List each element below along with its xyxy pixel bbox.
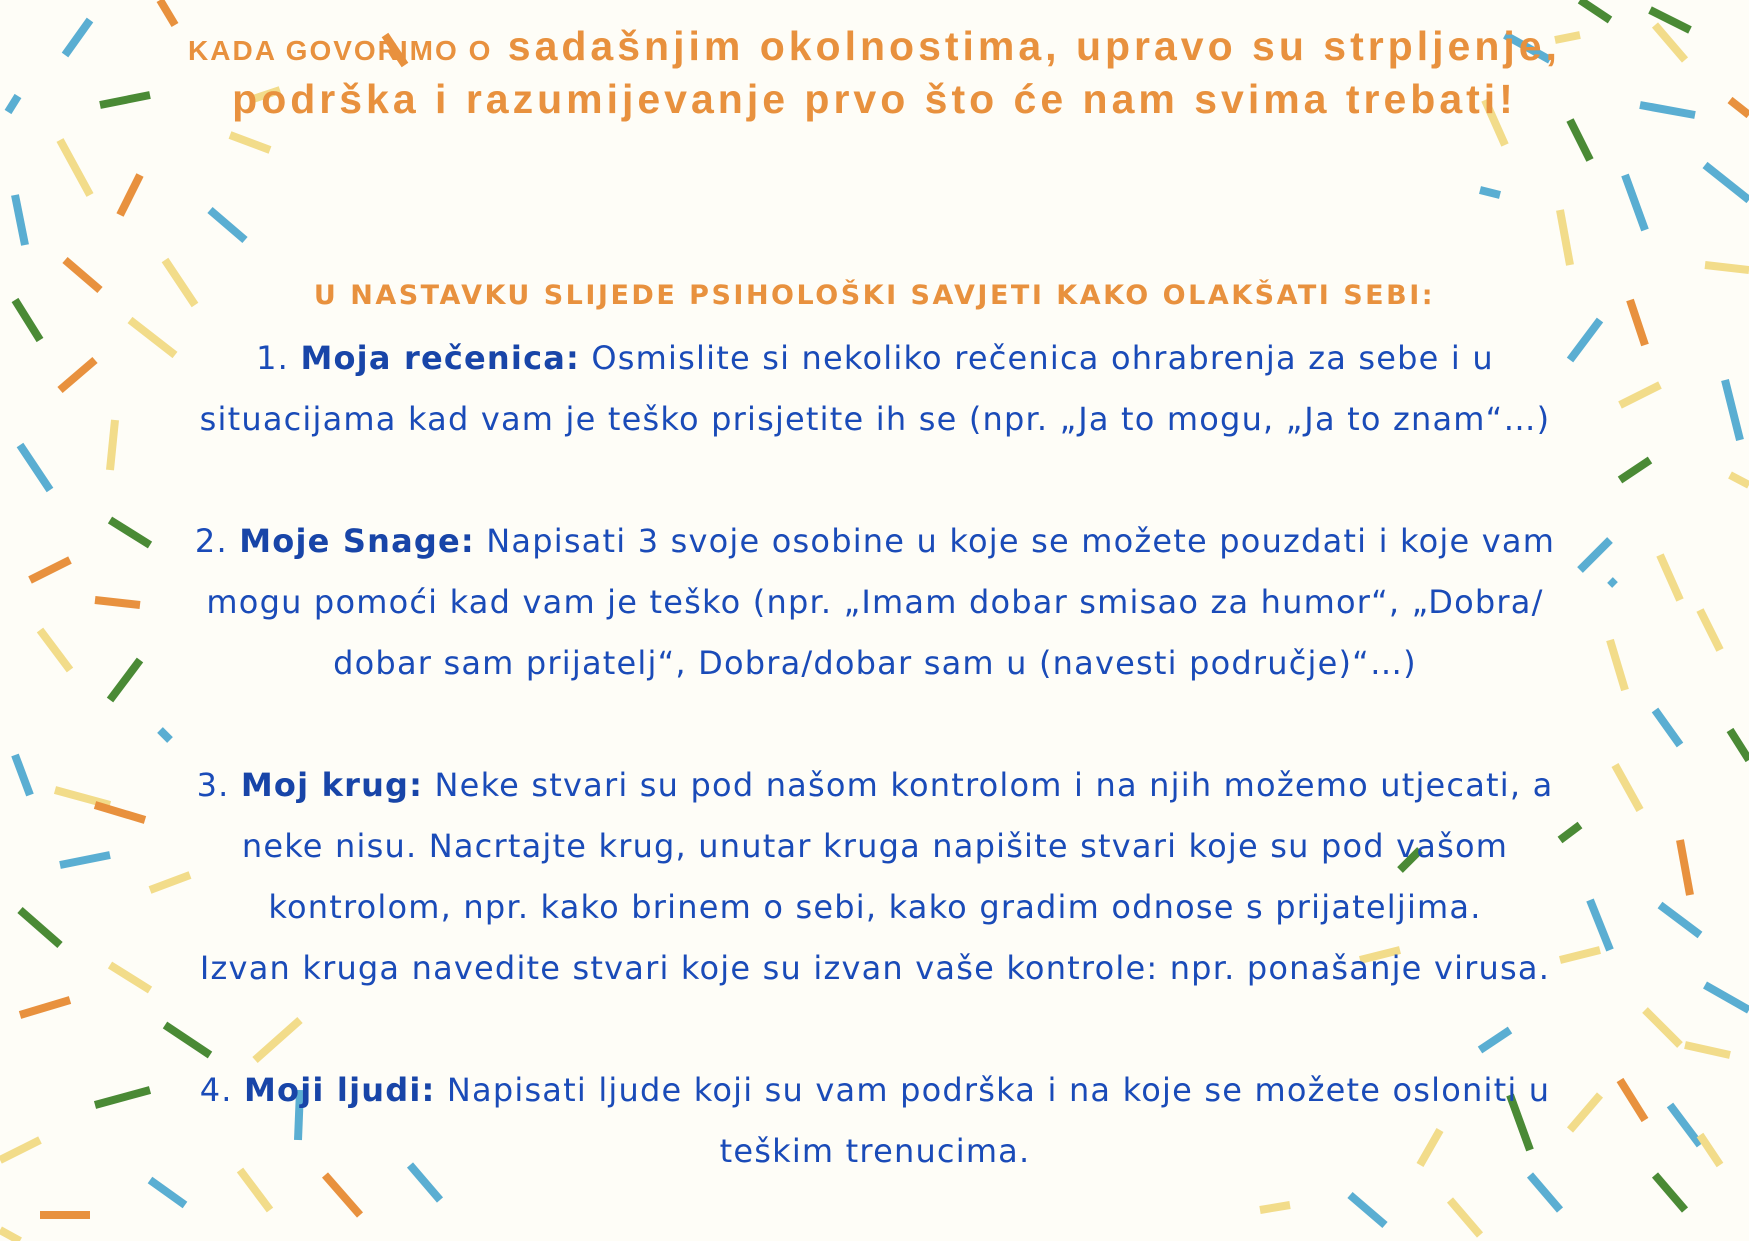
tip-2 bbox=[175, 511, 1575, 694]
tip-heading: Moje Snage: bbox=[239, 522, 475, 560]
tip-1 bbox=[175, 328, 1575, 450]
tip-body: Osmislite si nekoliko rečenica ohrabrenja za sebe i u situacijama kad vam je teško prisjetite ih se (npr. „Ja to mogu, „Ja to znam“…) bbox=[199, 339, 1551, 438]
tip-body: Napisati 3 svoje osobine u koje se možete pouzdati i koje vam mogu pomoći kad vam je teško (npr. „Imam dobar smisao za humor“, „Dobra/ dobar sam prijatelj“, Dobra/dobar sam u (navesti područje)“…) bbox=[206, 522, 1556, 682]
title-lead: KADA GOVORIMO O bbox=[188, 35, 493, 66]
tip-heading: Moji ljudi: bbox=[244, 1071, 436, 1109]
page-title bbox=[150, 22, 1599, 123]
tip-4 bbox=[175, 1060, 1575, 1182]
tip-number: 2. bbox=[194, 522, 228, 560]
tip-heading: Moja rečenica: bbox=[300, 339, 581, 377]
tip-body-continued: Izvan kruga navedite stvari koje su izvan vaše kontrole: npr. ponašanje virusa. bbox=[199, 949, 1551, 987]
tip-number: 3. bbox=[196, 766, 230, 804]
tip-number: 4. bbox=[199, 1071, 233, 1109]
tip-number: 1. bbox=[256, 339, 290, 377]
tip-3 bbox=[175, 755, 1575, 999]
title-text: sadašnjim okolnostima, upravo su strpljenje, podrška i razumijevanje prvo što će nam svima trebati! bbox=[232, 23, 1561, 122]
section-subtitle: U NASTAVKU SLIJEDE PSIHOLOŠKI SAVJETI KAKO OLAKŠATI SEBI: bbox=[313, 280, 1436, 311]
tip-body: Neke stvari su pod našom kontrolom i na njih možemo utjecati, a neke nisu. Nacrtajte krug, unutar kruga napišite stvari koje su pod vašom kontrolom, npr. kako brinem o sebi, kako gradim odnose s prijateljima. bbox=[241, 766, 1554, 926]
tip-body: Napisati ljude koji su vam podrška i na koje se možete osloniti u teškim trenucima. bbox=[446, 1071, 1551, 1170]
tip-heading: Moj krug: bbox=[240, 766, 424, 804]
